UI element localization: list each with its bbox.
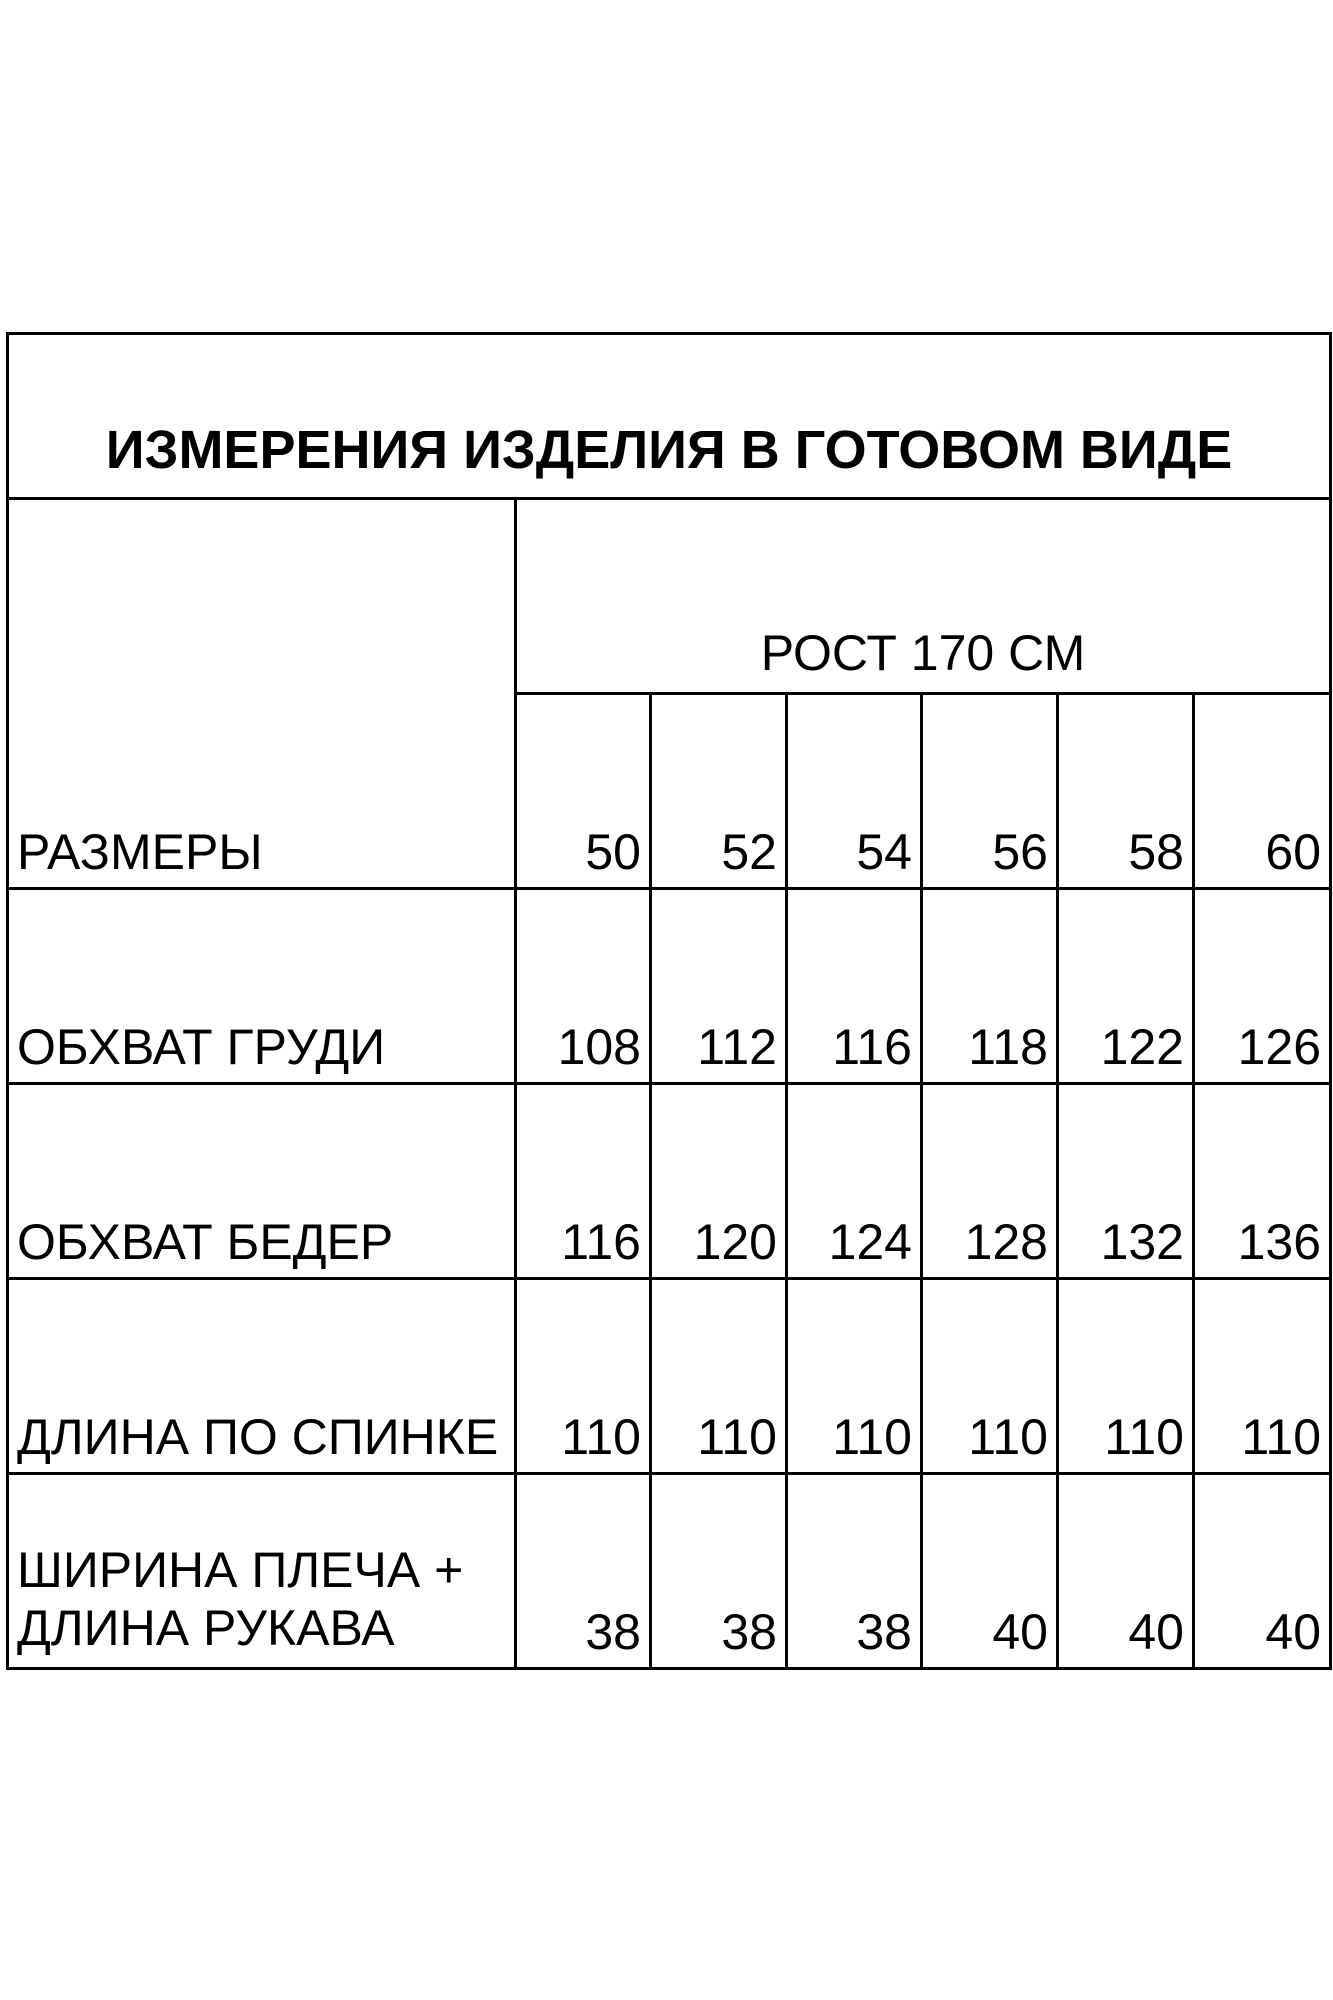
hips-value: 116 (516, 1084, 651, 1279)
chest-label: ОБХВАТ ГРУДИ (8, 889, 516, 1084)
back-length-value: 110 (1194, 1279, 1331, 1474)
hips-value: 128 (922, 1084, 1058, 1279)
chest-value: 126 (1194, 889, 1331, 1084)
hips-value: 120 (651, 1084, 787, 1279)
back-length-value: 110 (651, 1279, 787, 1474)
shoulder-sleeve-value: 40 (1058, 1474, 1194, 1669)
table-row (8, 889, 1331, 1084)
shoulder-sleeve-value: 40 (922, 1474, 1058, 1669)
size-value: 54 (787, 694, 922, 889)
size-value: 50 (516, 694, 651, 889)
back-length-value: 110 (787, 1279, 922, 1474)
shoulder-sleeve-value: 40 (1194, 1474, 1331, 1669)
shoulder-sleeve-value: 38 (787, 1474, 922, 1669)
chest-value: 122 (1058, 889, 1194, 1084)
size-value: 52 (651, 694, 787, 889)
title-row (8, 334, 1331, 499)
hips-label: ОБХВАТ БЕДЕР (8, 1084, 516, 1279)
hips-value: 132 (1058, 1084, 1194, 1279)
hips-value: 124 (787, 1084, 922, 1279)
height-label-text: РОСТ 170 СМ (760, 625, 1086, 681)
size-value: 56 (922, 694, 1058, 889)
size-chart-table (6, 332, 1332, 1670)
shoulder-sleeve-value: 38 (516, 1474, 651, 1669)
height-label (516, 499, 1331, 694)
chest-value: 112 (651, 889, 787, 1084)
hips-value: 136 (1194, 1084, 1331, 1279)
chest-value: 116 (787, 889, 922, 1084)
shoulder-sleeve-value: 38 (651, 1474, 787, 1669)
chest-value: 118 (922, 889, 1058, 1084)
size-value: 58 (1058, 694, 1194, 889)
size-value: 60 (1194, 694, 1331, 889)
height-row (8, 499, 1331, 694)
back-length-label: ДЛИНА ПО СПИНКЕ (8, 1279, 516, 1474)
back-length-value: 110 (922, 1279, 1058, 1474)
chest-value: 108 (516, 889, 651, 1084)
table-row (8, 1474, 1331, 1669)
table-title: ИЗМЕРЕНИЯ ИЗДЕЛИЯ В ГОТОВОМ ВИДЕ (8, 334, 1331, 499)
back-length-value: 110 (516, 1279, 651, 1474)
table-row (8, 1084, 1331, 1279)
back-length-value: 110 (1058, 1279, 1194, 1474)
table-row (8, 1279, 1331, 1474)
sizes-label: РАЗМЕРЫ (8, 499, 516, 889)
shoulder-sleeve-label: ШИРИНА ПЛЕЧА + ДЛИНА РУКАВА (8, 1474, 516, 1669)
